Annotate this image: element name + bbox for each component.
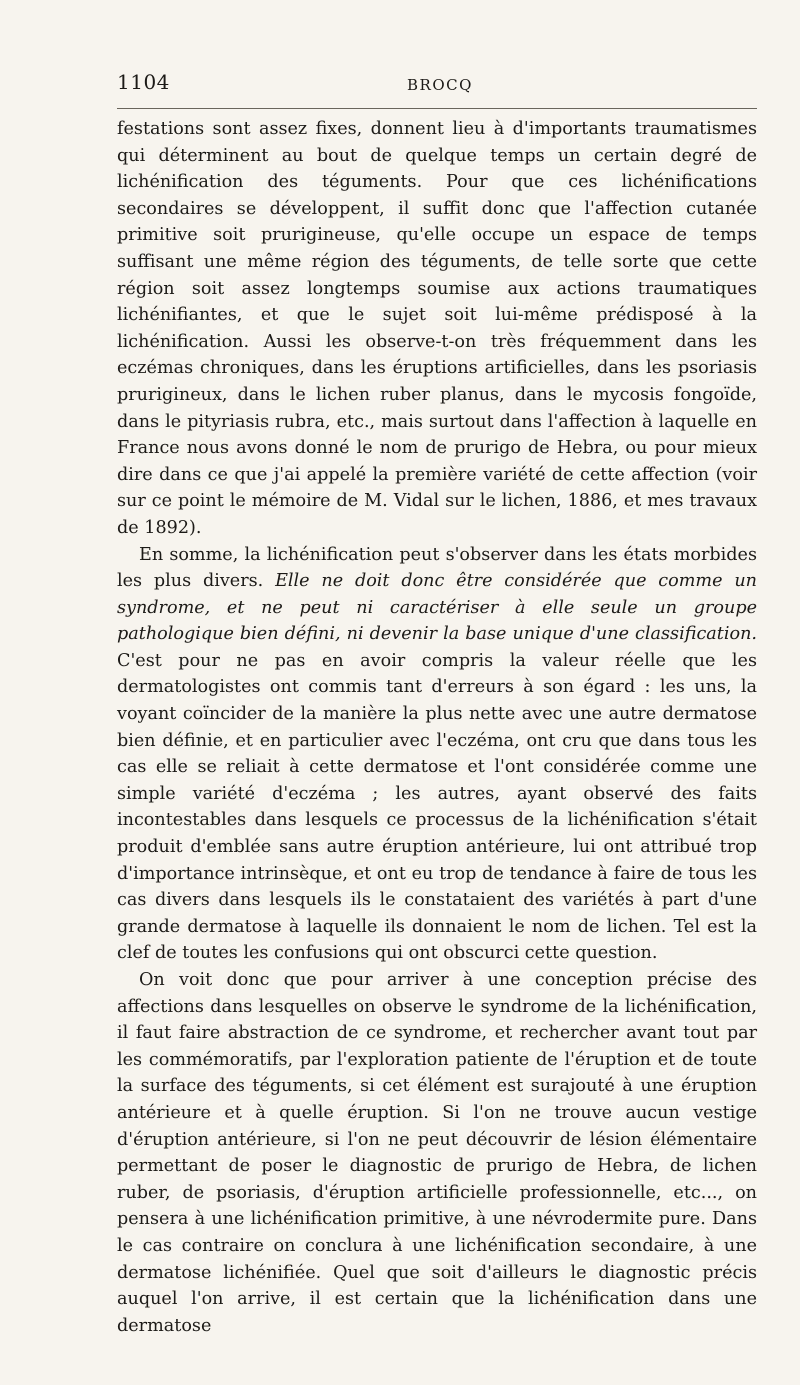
paragraph-2-rest: C'est pour ne pas en avoir compris la valeur réelle que les dermatologistes ont commis tant d'erreurs à son égard : les uns, la voyant coïncider de la manière la plus nette avec une autre dermatose bien définie, et en particulier avec l'eczéma, ont cru que dans tous les cas elle se reliait à cette dermatose et l'ont considérée comme une simple variété d'eczéma ; les autres, ayant observé des faits incontestables dans lesquels ce processus de la lichénification s'était produit d'emblée sans autre éruption antérieure, lui ont attribué trop d'importance intrinsèque, et ont eu trop de tendance à faire de tous les cas divers dans lesquels ils le constataient des variétés à part d'une grande dermatose à laquelle ils donnaient le nom de lichen. Tel est la clef de toutes les confusions qui ont obscurci cette question. bbox=[117, 650, 757, 964]
header-rule bbox=[117, 108, 757, 109]
body-text bbox=[117, 116, 757, 1339]
page-header bbox=[117, 70, 757, 98]
paragraph-3: On voit donc que pour arriver à une conception précise des affections dans lesquelles on observe le syndrome de la lichénification, il faut faire abstraction de ce syndrome, et rechercher avant tout par les commémoratifs, par l'exploration patiente de l'éruption et de toute la surface des téguments, si cet élément est surajouté à une éruption antérieure et à quelle éruption. Si l'on ne trouve aucun vestige d'éruption antérieure, si l'on ne peut découvrir de lésion élémentaire permettant de poser le diagnostic de prurigo de Hebra, de lichen ruber, de psoriasis, d'éruption artificielle professionnelle, etc..., on pensera à une lichénification primitive, à une névrodermite pure. Dans le cas contraire on conclura à une lichénification secondaire, à une dermatose lichénifiée. Quel que soit d'ailleurs le diagnostic précis auquel l'on arrive, il est certain que la lichénification dans une dermatose bbox=[117, 970, 757, 1336]
paragraph-2 bbox=[117, 542, 757, 968]
page-number: 1104 bbox=[117, 70, 170, 94]
running-head: BROCQ bbox=[407, 76, 473, 94]
paragraph-1: festations sont assez fixes, donnent lieu à d'importants traumatismes qui déterminent au bout de quelque temps un certain degré de lichénification des téguments. Pour que ces lichénifications secondaires se développent, il suffit donc que l'affection cutanée primitive soit prurigineuse, qu'elle occupe un espace de temps suffisant une même région des téguments, de telle sorte que cette région soit assez longtemps soumise aux actions traumatiques lichénifiantes, et que le sujet soit lui-même prédisposé à la lichénification. Aussi les observe-t-on très fréquemment dans les eczémas chroniques, dans les éruptions artificielles, dans les psoriasis prurigineux, dans le lichen ruber planus, dans le mycosis fongoïde, dans le pityriasis rubra, etc., mais surtout dans l'affection à laquelle en France nous avons donné le nom de prurigo de Hebra, ou pour mieux dire dans ce que j'ai appelé la première variété de cette affection (voir sur ce point le mémoire de M. Vidal sur le lichen, 1886, et mes travaux de 1892). bbox=[117, 119, 757, 538]
paragraph-2-lead: En somme, la lichénification peut s'observer dans les états morbides les plus divers. bbox=[117, 544, 757, 592]
paragraph-2-italic: Elle ne doit donc être considérée que comme un syndrome, et ne peut ni caractériser à elle seule un groupe pathologique bien défini, ni devenir la base unique d'une classification. bbox=[117, 571, 758, 645]
